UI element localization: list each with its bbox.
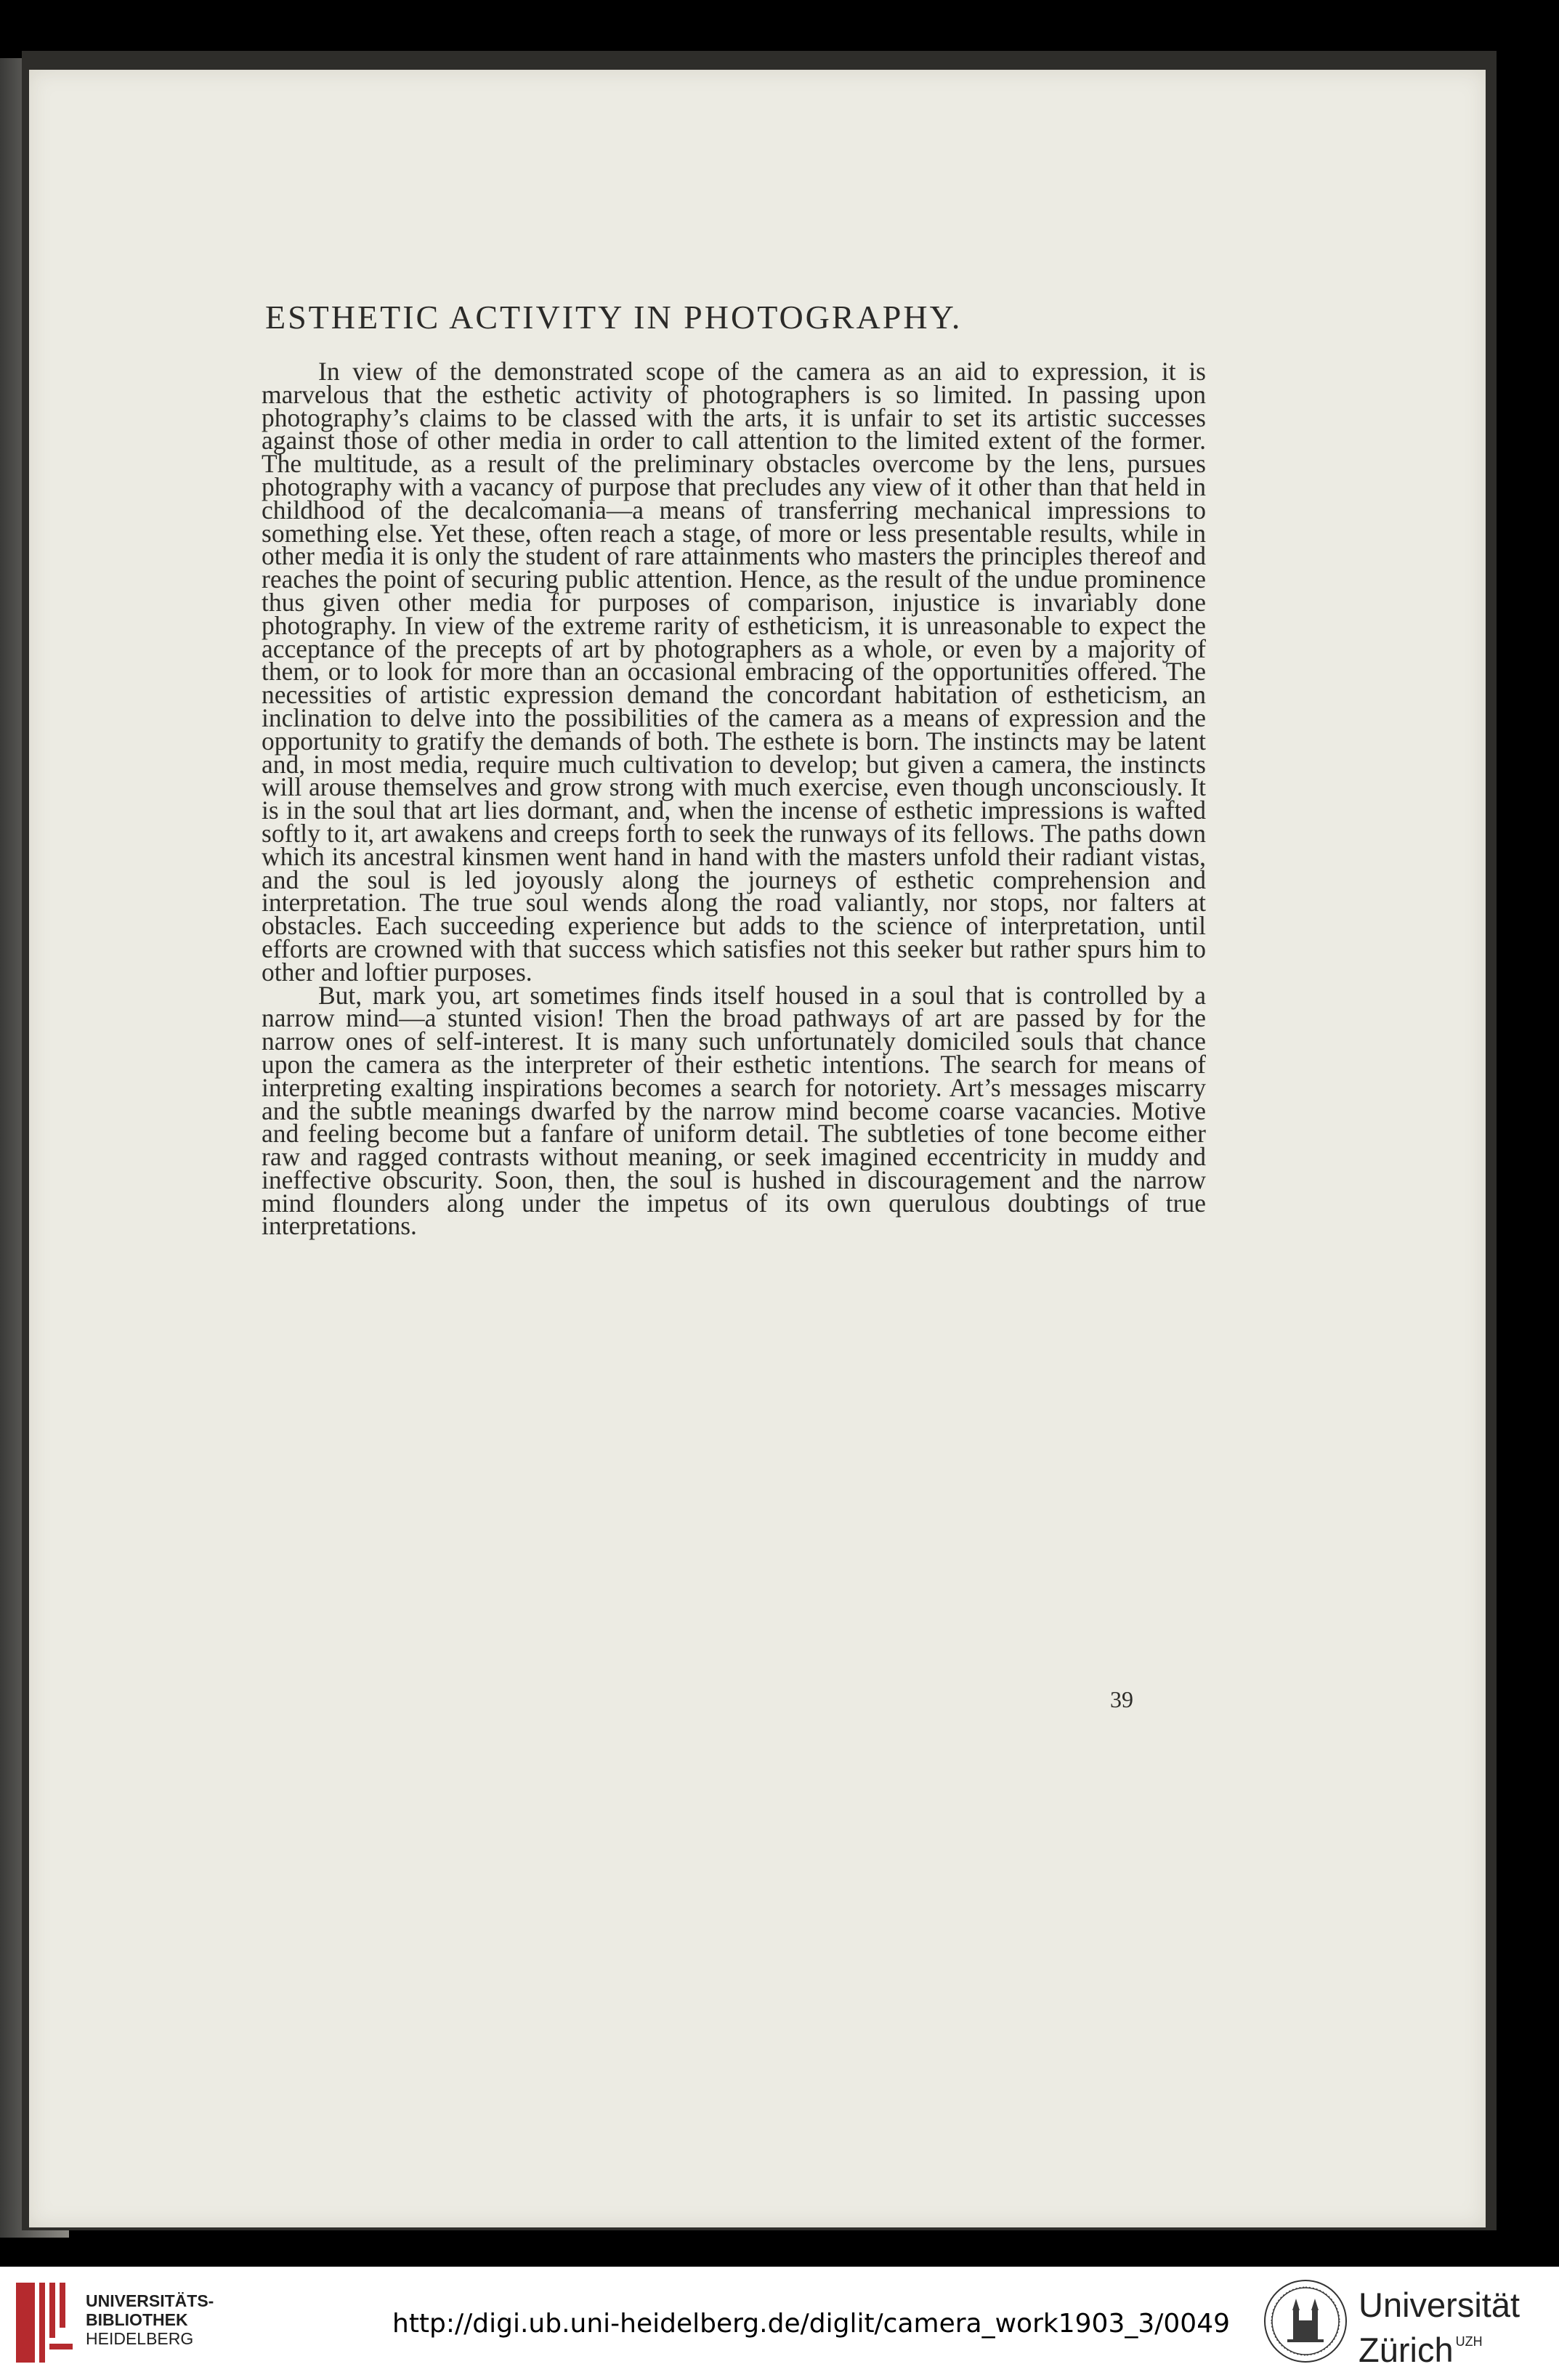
library-name — [86, 2291, 214, 2348]
ub-heidelberg-logo-icon — [16, 2283, 73, 2363]
uzh-city: Zürich — [1358, 2331, 1454, 2369]
library-name-line2: BIBLIOTHEK — [86, 2310, 188, 2329]
uzh-name-line1: Universität — [1358, 2286, 1520, 2324]
page-number: 39 — [1110, 1686, 1133, 1712]
paragraph-2: But, mark you, art sometimes finds itself housed in a soul that is controlled by a narrow mind—a stunted vision! Then the broad pathways of art are passed by for the narrow ones of self-interest. It is many such unfortunately domiciled souls that chance upon the camera as the interpreter of their esthetic intentions. The search for means of interpreting exalting inspirations becomes a search for notoriety. Art’s messages miscarry and the subtle meanings dwarfed by the narrow mind become coarse vacancies. Motive and feeling become but a fanfare of uniform detail. The subtleties of tone become either raw and ragged contrasts without meaning, or seek imagined eccentricity in muddy and ineffective obscurity. Soon, then, the soul is hushed in discouragement and the narrow mind flounders along under the impetus of its own querulous doubtings of true interpretations. — [262, 980, 1206, 1241]
library-name-line1: UNIVERSITÄTS- — [86, 2291, 214, 2310]
permalink-url[interactable]: http://digi.ub.uni-heidelberg.de/diglit/camera_work1903_3/0049 — [392, 2309, 1231, 2339]
library-name-line3: HEIDELBERG — [86, 2329, 194, 2348]
book-page — [29, 70, 1486, 2227]
uzh-seal-icon — [1263, 2278, 1348, 2364]
uzh-name — [1358, 2287, 1520, 2368]
article-title: ESTHETIC ACTIVITY IN PHOTOGRAPHY. — [265, 299, 963, 336]
viewer-footer — [0, 2267, 1559, 2380]
uzh-name-line2 — [1358, 2323, 1520, 2368]
article-body — [262, 357, 1206, 1241]
uzh-suffix: UZH — [1455, 2334, 1483, 2349]
paragraph-1: In view of the demonstrated scope of the camera as an aid to expression, it is marvelous that the esthetic activity of photographers is so limited. In passing upon photography’s claims to be classed with the arts, it is unfair to set its artistic successes against those of other media in order to call attention to the limited extent of the former. The multitude, as a result of the preliminary obstacles overcome by the lens, pursues photography with a vacancy of purpose that precludes any view of it other than that held in childhood of the decalcomania—a means of transferring mechanical impressions to something else. Yet these, often reach a stage, of more or less presentable results, while in other media it is only the student of rare attainments who masters the principles thereof and reaches the point of securing public attention. Hence, as the result of the undue prominence thus given other media for purposes of comparison, injustice is invariably done photography. In view of the extreme rarity of estheticism, it is unreasonable to expect the acceptance of the precepts of art by photographers as a whole, or even by a majority of them, or to look for more than an occasional embracing of the opportunities offered. The necessities of artistic expression demand the concordant habitation of estheticism, an inclination to delve into the possibilities of the camera as a means of expression and the opportunity to gratify the demands of both. The esthete is born. The instincts may be latent and, in most media, require much cultivation to develop; but given a camera, the instincts will arouse themselves and grow strong with much exercise, even though unconsciously. It is in the soul that art lies dormant, and, when the incense of esthetic impressions is wafted softly to it, art awakens and creeps forth to seek the runways of its fellows. The paths down which its ancestral kinsmen went hand in hand with the masters unfold their radiant vistas, and the soul is led joyously along the journeys of esthetic comprehension and interpretation. The true soul wends along the road valiantly, nor stops, nor falters at obstacles. Each succeeding experience but adds to the science of interpretation, until efforts are crowned with that success which satisfies not this seeker but rather spurs him to other and loftier purposes. — [262, 357, 1206, 987]
